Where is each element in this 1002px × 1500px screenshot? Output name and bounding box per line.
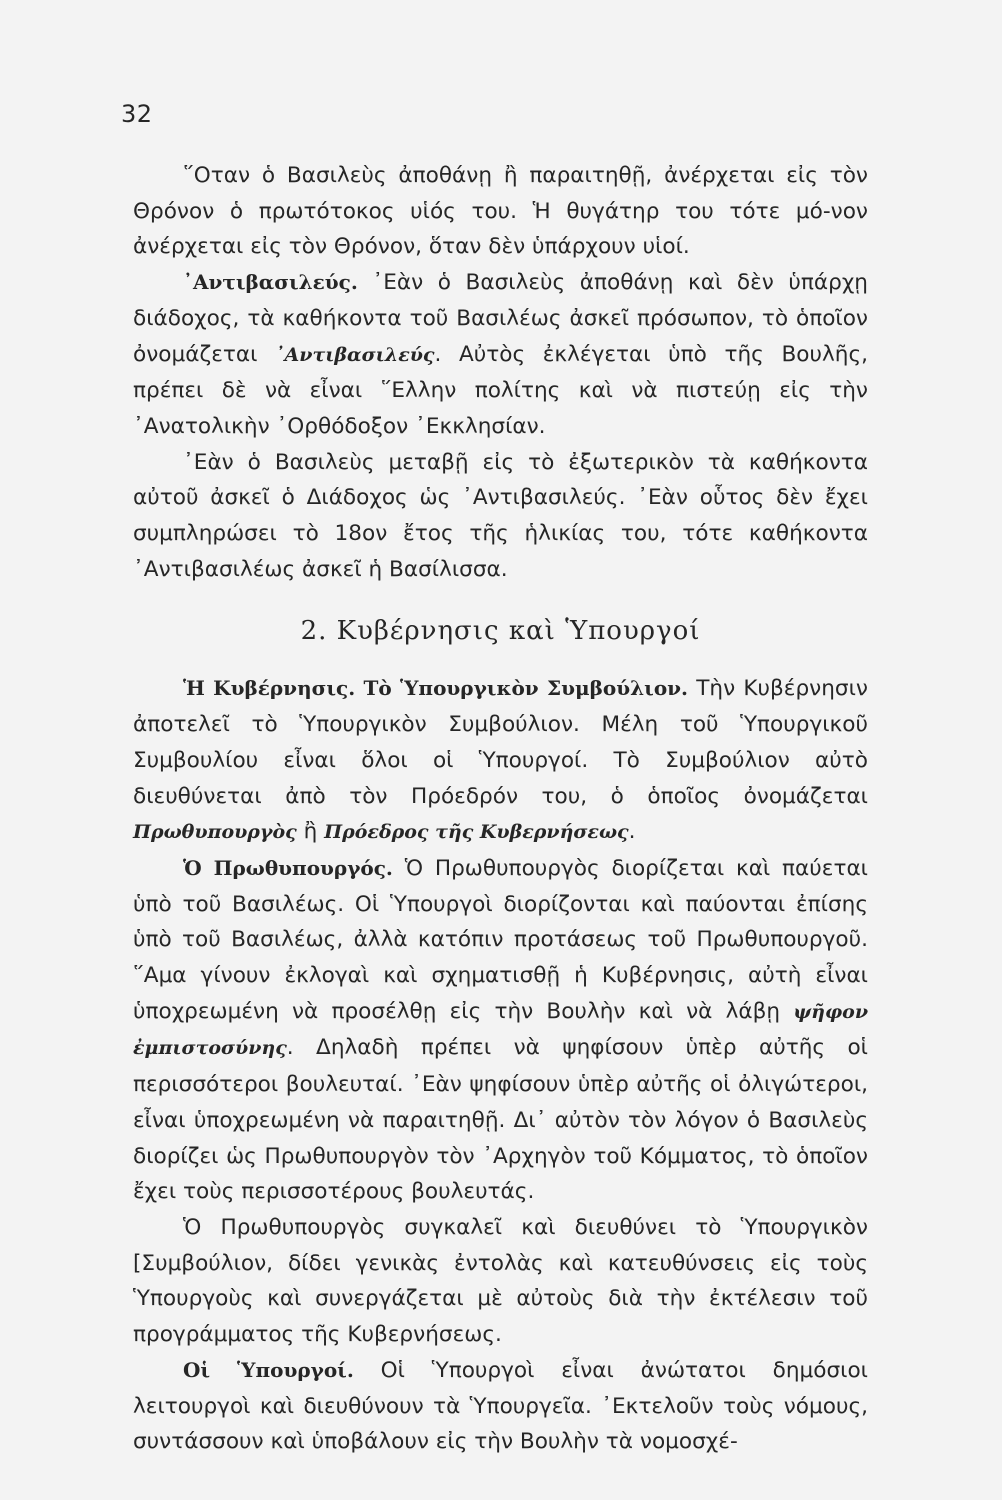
paragraph-text: ἢ (296, 819, 325, 845)
paragraph-text: Οἱ Ὑπουργοὶ εἶναι ἀνώτατοι δημόσιοι λειτουργοὶ καὶ διευθύνουν τὰ Ὑπουργεῖα. ᾿Εκτελοῦν τοὺς νόμους, συντάσσουν καὶ ὑποβάλουν εἰς τὴν Βουλὴν τὰ νομοσχέ- (133, 1357, 868, 1455)
paragraph-text: Ὁ Πρωθυπουργὸς συγκαλεῖ καὶ διευθύνει τὸ Ὑπουργικὸν [Συμβούλιον, δίδει γενικὰς ἐντολὰς καὶ κατευθύνσεις εἰς τοὺς Ὑπουργοὺς καὶ συνεργάζεται μὲ αὐτοὺς διὰ τὴν ἐκτέλεσιν τοῦ προγράμματος τῆς Κυβερνήσεως. (133, 1214, 868, 1348)
paragraph-text: Τὴν Κυβέρνησιν ἀποτελεῖ τὸ Ὑπουργικὸν Συμβούλιον. Μέλη τοῦ Ὑπουργικοῦ Συμβουλίου εἶναι ὅλοι οἱ Ὑπουργοί. Τὸ Συμβούλιον αὐτὸ διευθύνεται ἀπὸ τὸν Πρόεδρόν του, ὁ ὁποῖος ὀνομάζεται (133, 676, 868, 809)
paragraph-government (133, 671, 868, 851)
paragraph-text: ᾿Εὰν ὁ Βασιλεὺς ἀποθάνῃ καὶ δὲν ὑπάρχῃ διάδοχος, τὰ καθήκοντα τοῦ Βασιλέως ἀσκεῖ πρόσωπον, τὸ ὁποῖον ὀνομάζεται (133, 270, 868, 367)
emphasized-term: ψῆφον ἐμπιστοσύνης (133, 1000, 868, 1060)
page-number: 32 (121, 100, 153, 128)
section-heading: 2. Κυβέρνησις καὶ Ὑπουργοί (300, 616, 701, 647)
paragraph-text: . Δηλαδὴ πρέπει νὰ ψηφίσουν ὑπὲρ αὐτῆς οἱ περισσότεροι βουλευταί. ᾿Εὰν ψηφίσουν ὑπὲρ αὐτῆς οἱ ὀλιγώτεροι, εἶναι ὑποχρεωμένη νὰ παραιτηθῇ. Δι᾿ αὐτὸν τὸν λόγον ὁ Βασιλεὺς διορίζει ὡς Πρωθυπουργὸν τὸν ᾿Αρχηγὸν τοῦ Κόμματος, τὸ ὁποῖον ἔχει τοὺς περισσοτέρους βουλευτάς. (133, 1035, 868, 1205)
paragraph-lead-heading: Ὁ Πρωθυπουργός. (183, 855, 393, 880)
paragraph-lead-heading: Οἱ Ὑπουργοί. (183, 1357, 354, 1382)
paragraph-ministers (133, 1353, 868, 1460)
paragraph-regent-abroad (133, 445, 868, 588)
emphasized-term: Πρωθυπουργὸς (133, 821, 297, 844)
paragraph-text: Ὁ Πρωθυπουργὸς διορίζεται καὶ παύεται ὑπὸ τοῦ Βασιλέως. Οἱ Ὑπουργοὶ διορίζονται καὶ παύονται ἐπίσης ὑπὸ τοῦ Βασιλέως, ἀλλὰ κατόπιν προτάσεως τοῦ Πρωθυπουργοῦ. ῞Αμα γίνουν ἐκλογαὶ καὶ σχηματισθῇ ἡ Κυβέρνησις, αὐτὴ εἶναι ὑποχρεωμένη νὰ προσέλθῃ εἰς τὴν Βουλὴν καὶ νὰ λάβῃ (133, 855, 868, 1024)
paragraph-text: . (628, 819, 636, 845)
paragraph-pm-duties (133, 1210, 868, 1353)
emphasized-term: ᾿Αντιβασιλεύς (275, 343, 435, 366)
paragraph-text: ᾿Εὰν ὁ Βασιλεὺς μεταβῇ εἰς τὸ ἐξωτερικὸν τὰ καθήκοντα αὐτοῦ ἀσκεῖ ὁ Διάδοχος ὡς ᾿Αντιβασιλεύς. ᾿Εὰν οὗτος δὲν ἔχει συμπληρώσει τὸ 18ον ἔτος τῆς ἡλικίας του, τότε καθήκοντα ᾿Αντιβασιλέως ἀσκεῖ ἡ Βασίλισσα. (133, 449, 868, 582)
paragraph-lead-heading: ᾿Αντιβασιλεύς. (183, 270, 358, 295)
paragraph-succession (133, 158, 868, 265)
paragraph-prime-minister (133, 851, 868, 1210)
paragraph-text: ῞Οταν ὁ Βασιλεὺς ἀποθάνῃ ἢ παραιτηθῇ, ἀνέρχεται εἰς τὸν Θρόνον ὁ πρωτότοκος υἱός του. Ἡ θυγάτηρ του τότε μό-νον ἀνέρχεται εἰς τὸν Θρόνον, ὅταν δὲν ὑπάρχουν υἱοί. (133, 163, 868, 260)
emphasized-term: Πρόεδρος τῆς Κυβερνήσεως (324, 821, 629, 844)
paragraph-text: . Αὐτὸς ἐκλέγεται ὑπὸ τῆς Βουλῆς, πρέπει δὲ νὰ εἶναι ῞Ελλην πολίτης καὶ νὰ πιστεύῃ εἰς τὴν ᾿Ανατολικὴν ᾿Ορθόδοξον ᾿Εκκλησίαν. (133, 341, 868, 439)
page-body (133, 158, 868, 1460)
paragraph-lead-heading: Ἡ Κυβέρνησις. Τὸ Ὑπουργικὸν Συμβούλιον. (183, 676, 689, 701)
paragraph-regent (133, 265, 868, 445)
